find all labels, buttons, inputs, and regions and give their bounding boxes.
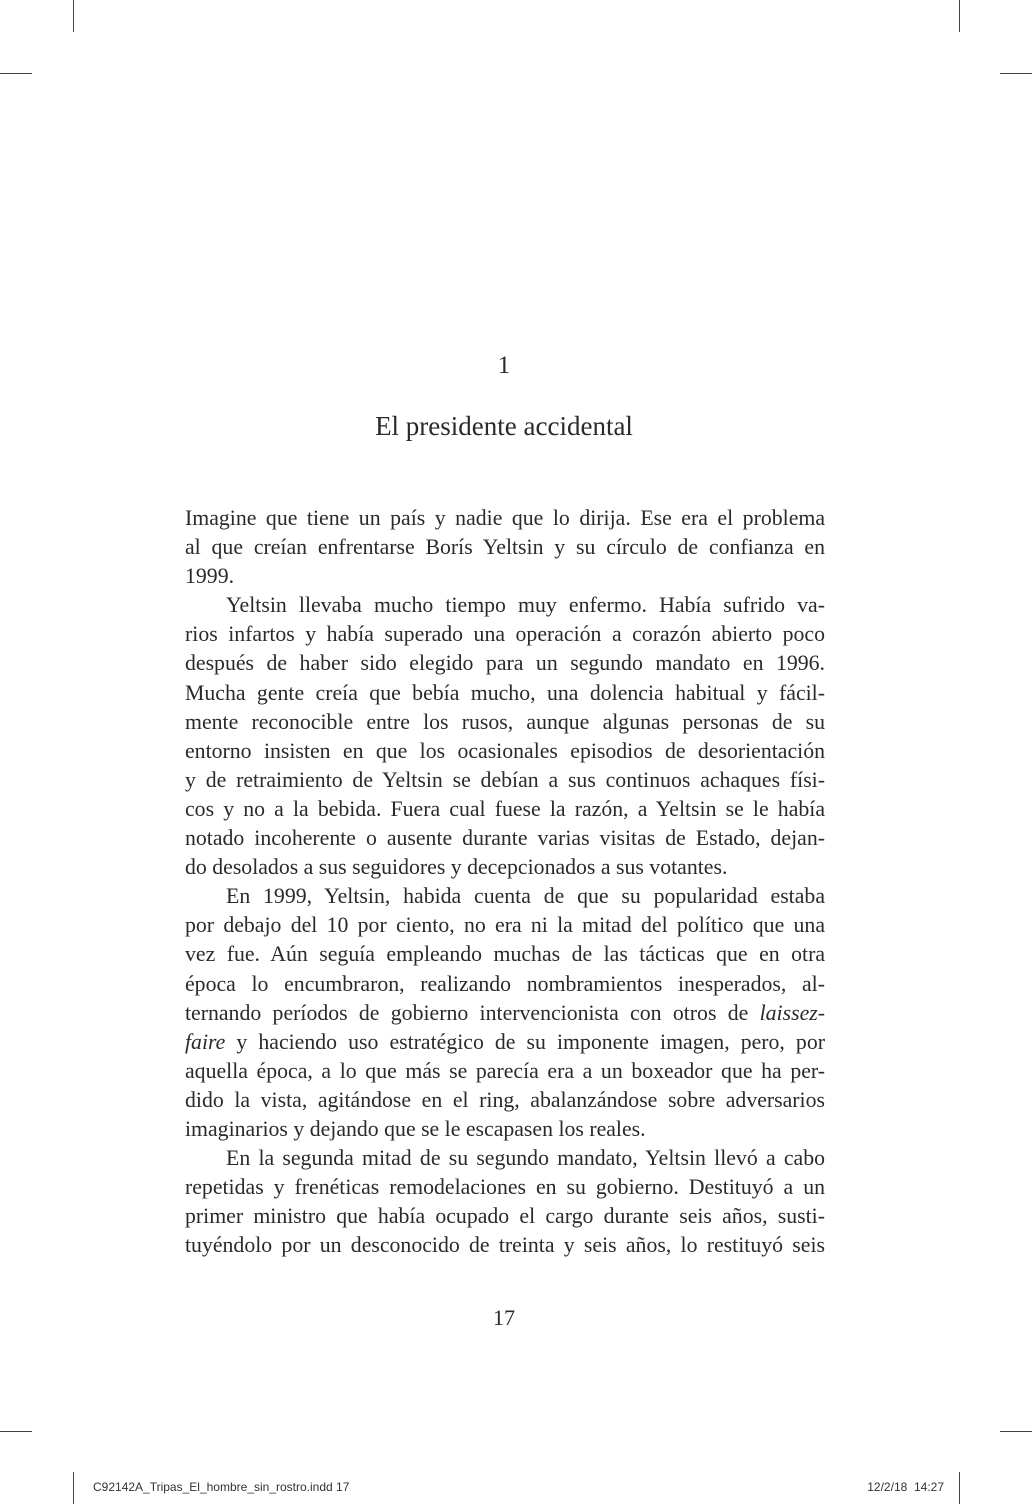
text-line: entorno insisten en que los ocasionales episodios de desorientación (185, 738, 825, 763)
slug-datetime (867, 1479, 944, 1495)
body-text (185, 504, 825, 1260)
text-segment: y haciendo uso estratégico de su imponente imagen, pero, por (236, 1029, 825, 1054)
text-line: repetidas y frenéticas remodelaciones en su gobierno. Destituyó a un (185, 1175, 825, 1200)
text-line: vez fue. Aún seguía empleando muchas de las tácticas que en otra (185, 942, 825, 967)
text-line: rios infartos y había superado una operación a corazón abierto poco (185, 622, 825, 647)
text-line: 1999. (185, 564, 235, 589)
italic-term: faire (185, 1029, 226, 1054)
text-line (185, 1028, 825, 1057)
slug-date: 12/2/18 (867, 1480, 908, 1494)
crop-mark-top-left-h (0, 73, 32, 74)
slug-filename: C92142A_Tripas_El_hombre_sin_rostro.indd 17 (93, 1480, 350, 1494)
text-line (185, 999, 825, 1028)
crop-mark-top-left (73, 0, 74, 32)
chapter-number: 1 (497, 352, 511, 379)
crop-mark-bottom-right (959, 1472, 960, 1504)
text-line: dido la vista, agitándose en el ring, abalanzándose sobre adversarios (185, 1087, 825, 1112)
text-line: En la segunda mitad de su segundo mandato, Yeltsin llevó a cabo (226, 1146, 825, 1171)
text-line: aquella época, a lo que más se parecía era a un boxeador que ha per- (185, 1058, 825, 1083)
text-line: y de retraimiento de Yeltsin se debían a sus continuos achaques físi- (185, 767, 825, 792)
text-line: primer ministro que había ocupado el cargo durante seis años, susti- (185, 1204, 825, 1229)
text-line: Mucha gente creía que bebía mucho, una dolencia habitual y fácil- (185, 680, 825, 705)
text-line: cos y no a la bebida. Fuera cual fuese la razón, a Yeltsin se le había (185, 796, 825, 821)
text-line: tuyéndolo por un desconocido de treinta y seis años, lo restituyó seis (185, 1233, 825, 1258)
text-line: época lo encumbraron, realizando nombramientos inesperados, al- (185, 971, 825, 996)
crop-mark-bottom-right-h (1000, 1431, 1032, 1432)
text-line: Yeltsin llevaba mucho tiempo muy enfermo. Había sufrido va- (226, 593, 825, 618)
crop-mark-top-right-h (1000, 73, 1032, 74)
text-line: imaginarios y dejando que se le escapasen los reales. (185, 1116, 646, 1141)
text-line: notado incoherente o ausente durante varias visitas de Estado, dejan- (185, 826, 825, 851)
text-segment: ternando períodos de gobierno intervencionista con otros de (185, 1000, 760, 1025)
text-line: En 1999, Yeltsin, habida cuenta de que su popularidad estaba (226, 884, 825, 909)
crop-mark-bottom-left (73, 1472, 74, 1504)
crop-mark-top-right (959, 0, 960, 32)
text-line: mente reconocible entre los rusos, aunque algunas personas de su (185, 709, 825, 734)
chapter-title: El presidente accidental (375, 411, 633, 441)
text-line: después de haber sido elegido para un segundo mandato en 1996. (185, 651, 825, 676)
text-line: al que creían enfrentarse Borís Yeltsin y su círculo de confianza en (185, 535, 825, 560)
slug-time: 14:27 (913, 1480, 944, 1494)
italic-term: laissez- (759, 1000, 825, 1025)
text-line: Imagine que tiene un país y nadie que lo dirija. Ese era el problema (185, 506, 825, 530)
crop-mark-bottom-left-h (0, 1431, 32, 1432)
text-line: do desolados a sus seguidores y decepcionados a sus votantes. (185, 855, 728, 880)
text-line: por debajo del 10 por ciento, no era ni la mitad del político que una (185, 913, 825, 938)
page-number: 17 (493, 1305, 515, 1330)
